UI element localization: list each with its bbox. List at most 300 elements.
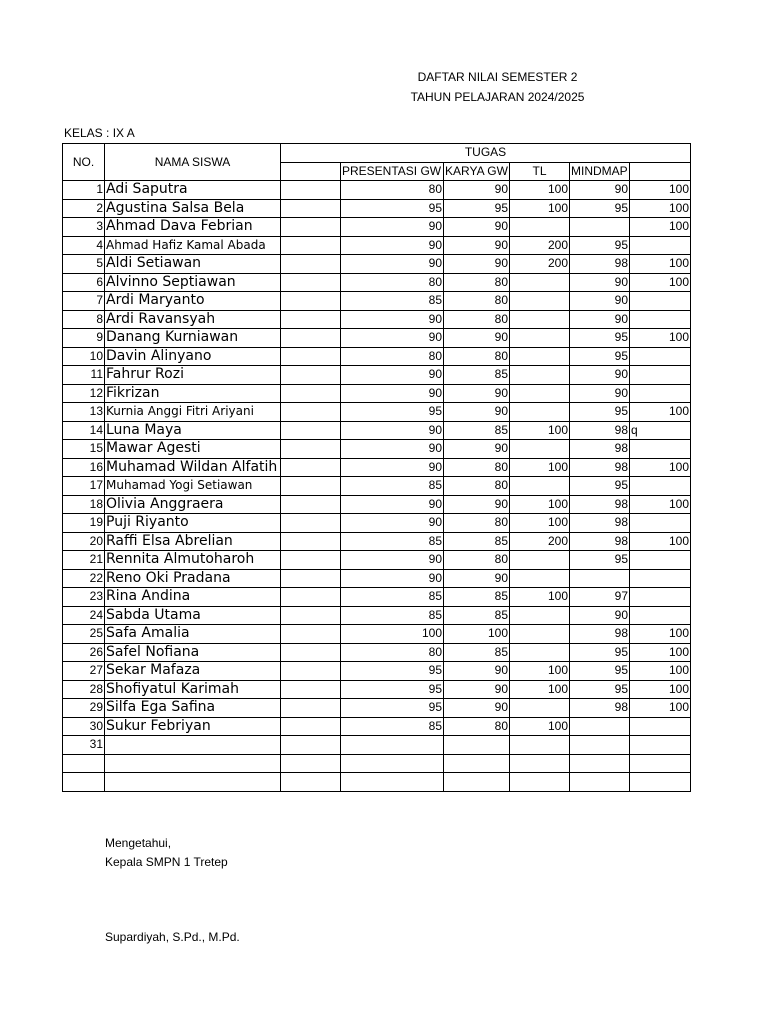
cell-no: 8	[63, 310, 105, 329]
cell-name: Puji Riyanto	[105, 514, 281, 533]
cell-blank	[281, 643, 341, 662]
cell-blank	[281, 588, 341, 607]
cell-extra: 100	[630, 662, 691, 681]
cell-blank	[281, 403, 341, 422]
cell-presentasi-gw: 80	[341, 273, 444, 292]
cell-no: 18	[63, 495, 105, 514]
cell-name: Safel Nofiana	[105, 643, 281, 662]
cell-extra: 100	[630, 643, 691, 662]
cell-name	[105, 736, 281, 755]
cell-blank	[281, 366, 341, 385]
cell-mindmap: 95	[570, 662, 630, 681]
cell-blank	[281, 384, 341, 403]
cell-blank	[281, 736, 341, 755]
cell-blank	[281, 773, 341, 792]
cell-no: 7	[63, 292, 105, 311]
cell-presentasi-gw: 85	[341, 606, 444, 625]
cell-tl	[510, 440, 570, 459]
cell-no: 1	[63, 181, 105, 200]
table-row	[63, 551, 691, 570]
cell-extra	[630, 588, 691, 607]
cell-tl	[510, 384, 570, 403]
cell-tl	[510, 403, 570, 422]
cell-name: Agustina Salsa Bela	[105, 199, 281, 218]
cell-karya-gw: 80	[444, 273, 510, 292]
cell-mindmap: 98	[570, 440, 630, 459]
cell-extra: 100	[630, 532, 691, 551]
cell-presentasi-gw: 95	[341, 699, 444, 718]
cell-presentasi-gw: 80	[341, 181, 444, 200]
cell-name: Silfa Ega Safina	[105, 699, 281, 718]
cell-karya-gw: 90	[444, 255, 510, 274]
cell-name: Muhamad Wildan Alfatih	[105, 458, 281, 477]
cell-extra	[630, 236, 691, 255]
cell-extra	[630, 384, 691, 403]
cell-karya-gw: 90	[444, 329, 510, 348]
cell-mindmap: 98	[570, 532, 630, 551]
cell-mindmap: 95	[570, 199, 630, 218]
cell-no: 31	[63, 736, 105, 755]
cell-karya-gw: 80	[444, 477, 510, 496]
table-row	[63, 366, 691, 385]
cell-tl	[510, 366, 570, 385]
cell-no: 28	[63, 680, 105, 699]
cell-blank	[281, 199, 341, 218]
cell-presentasi-gw: 90	[341, 329, 444, 348]
cell-no: 21	[63, 551, 105, 570]
cell-name: Raffi Elsa Abrelian	[105, 532, 281, 551]
cell-presentasi-gw: 80	[341, 347, 444, 366]
cell-name: Ardi Ravansyah	[105, 310, 281, 329]
cell-karya-gw: 85	[444, 606, 510, 625]
cell-presentasi-gw: 90	[341, 551, 444, 570]
cell-presentasi-gw: 90	[341, 458, 444, 477]
footer-signatory: Supardiyah, S.Pd., M.Pd.	[105, 930, 240, 944]
cell-stray-mark: q	[631, 422, 638, 437]
cell-mindmap: 98	[570, 255, 630, 274]
cell-extra: 100	[630, 218, 691, 237]
document-title: DAFTAR NILAI SEMESTER 2	[417, 70, 578, 84]
table-row	[63, 255, 691, 274]
cell-extra: 100	[630, 199, 691, 218]
cell-mindmap: 95	[570, 403, 630, 422]
table-row	[63, 384, 691, 403]
cell-presentasi-gw: 85	[341, 477, 444, 496]
cell-karya-gw: 80	[444, 717, 510, 736]
cell-blank	[281, 181, 341, 200]
cell-presentasi-gw: 90	[341, 514, 444, 533]
cell-extra	[630, 717, 691, 736]
table-row	[63, 569, 691, 588]
col-header-no: NO.	[63, 144, 105, 181]
cell-blank	[281, 236, 341, 255]
cell-presentasi-gw: 100	[341, 625, 444, 644]
cell-mindmap: 98	[570, 514, 630, 533]
cell-extra: 100	[630, 181, 691, 200]
cell-blank	[281, 329, 341, 348]
cell-presentasi-gw: 80	[341, 643, 444, 662]
document-subtitle: TAHUN PELAJARAN 2024/2025	[410, 90, 585, 104]
cell-karya-gw: 80	[444, 458, 510, 477]
cell-name: Sekar Mafaza	[105, 662, 281, 681]
cell-name: Muhamad Yogi Setiawan	[105, 477, 281, 496]
table-row	[63, 699, 691, 718]
cell-tl	[510, 551, 570, 570]
cell-no: 3	[63, 218, 105, 237]
cell-no: 30	[63, 717, 105, 736]
cell-presentasi-gw: 90	[341, 310, 444, 329]
cell-mindmap: 95	[570, 236, 630, 255]
cell-tl: 100	[510, 514, 570, 533]
cell-karya-gw: 85	[444, 588, 510, 607]
cell-karya-gw: 90	[444, 680, 510, 699]
cell-extra	[630, 514, 691, 533]
cell-karya-gw: 85	[444, 643, 510, 662]
cell-blank	[281, 680, 341, 699]
cell-tl	[510, 273, 570, 292]
cell-no: 25	[63, 625, 105, 644]
cell-name: Danang Kurniawan	[105, 329, 281, 348]
cell-tl	[510, 736, 570, 755]
table-row	[63, 643, 691, 662]
cell-no: 10	[63, 347, 105, 366]
cell-mindmap: 90	[570, 384, 630, 403]
cell-extra: 100	[630, 495, 691, 514]
cell-tl: 100	[510, 588, 570, 607]
cell-no: 15	[63, 440, 105, 459]
cell-no: 23	[63, 588, 105, 607]
cell-extra: 100	[630, 329, 691, 348]
cell-name: Rina Andina	[105, 588, 281, 607]
cell-no: 9	[63, 329, 105, 348]
cell-mindmap: 98	[570, 495, 630, 514]
table-row	[63, 773, 691, 792]
cell-presentasi-gw: 90	[341, 366, 444, 385]
cell-karya-gw: 80	[444, 551, 510, 570]
cell-tl	[510, 292, 570, 311]
cell-blank	[281, 255, 341, 274]
cell-presentasi-gw: 85	[341, 588, 444, 607]
cell-extra	[630, 606, 691, 625]
header-row-1	[63, 144, 691, 163]
cell-mindmap: 90	[570, 181, 630, 200]
cell-extra	[630, 440, 691, 459]
table-row	[63, 532, 691, 551]
cell-mindmap: 95	[570, 477, 630, 496]
cell-tl	[510, 218, 570, 237]
cell-mindmap: 95	[570, 329, 630, 348]
cell-presentasi-gw	[341, 773, 444, 792]
cell-extra: 100	[630, 273, 691, 292]
cell-presentasi-gw: 95	[341, 680, 444, 699]
cell-karya-gw: 80	[444, 514, 510, 533]
cell-extra	[630, 366, 691, 385]
cell-blank	[281, 273, 341, 292]
cell-mindmap	[570, 736, 630, 755]
table-row	[63, 458, 691, 477]
cell-extra	[630, 292, 691, 311]
table-row	[63, 273, 691, 292]
cell-presentasi-gw: 90	[341, 421, 444, 440]
cell-mindmap: 90	[570, 310, 630, 329]
cell-tl: 100	[510, 495, 570, 514]
cell-karya-gw: 85	[444, 532, 510, 551]
cell-presentasi-gw: 90	[341, 569, 444, 588]
cell-karya-gw: 90	[444, 662, 510, 681]
cell-name: Shofiyatul Karimah	[105, 680, 281, 699]
cell-no: 11	[63, 366, 105, 385]
cell-mindmap: 95	[570, 680, 630, 699]
cell-tl: 100	[510, 680, 570, 699]
cell-presentasi-gw: 85	[341, 292, 444, 311]
cell-tl	[510, 643, 570, 662]
cell-presentasi-gw: 90	[341, 384, 444, 403]
cell-name: Sukur Febriyan	[105, 717, 281, 736]
cell-name: Alvinno Septiawan	[105, 273, 281, 292]
cell-karya-gw: 90	[444, 181, 510, 200]
cell-karya-gw	[444, 736, 510, 755]
cell-tl	[510, 477, 570, 496]
cell-name: Reno Oki Pradana	[105, 569, 281, 588]
cell-blank	[281, 532, 341, 551]
grades-table	[62, 143, 691, 792]
cell-karya-gw: 85	[444, 366, 510, 385]
cell-blank	[281, 606, 341, 625]
table-row	[63, 310, 691, 329]
cell-mindmap: 90	[570, 606, 630, 625]
cell-no: 27	[63, 662, 105, 681]
cell-no: 2	[63, 199, 105, 218]
cell-karya-gw: 100	[444, 625, 510, 644]
cell-name: Ahmad Hafiz Kamal Abada	[105, 236, 281, 255]
cell-mindmap	[570, 754, 630, 773]
cell-name: Kurnia Anggi Fitri Ariyani	[105, 403, 281, 422]
table-row	[63, 292, 691, 311]
cell-presentasi-gw: 90	[341, 218, 444, 237]
cell-tl: 100	[510, 199, 570, 218]
cell-mindmap: 98	[570, 699, 630, 718]
table-row	[63, 347, 691, 366]
cell-tl: 200	[510, 255, 570, 274]
cell-name: Aldi Setiawan	[105, 255, 281, 274]
table-row	[63, 218, 691, 237]
cell-extra	[630, 421, 691, 440]
cell-name: Ahmad Dava Febrian	[105, 218, 281, 237]
cell-blank	[281, 347, 341, 366]
table-row	[63, 329, 691, 348]
cell-mindmap: 95	[570, 347, 630, 366]
cell-extra	[630, 310, 691, 329]
cell-karya-gw: 90	[444, 569, 510, 588]
table-row	[63, 680, 691, 699]
cell-tl	[510, 625, 570, 644]
cell-blank	[281, 662, 341, 681]
cell-mindmap	[570, 569, 630, 588]
cell-tl: 100	[510, 181, 570, 200]
cell-extra	[630, 773, 691, 792]
cell-no: 14	[63, 421, 105, 440]
cell-presentasi-gw: 90	[341, 440, 444, 459]
cell-name	[105, 773, 281, 792]
cell-name: Safa Amalia	[105, 625, 281, 644]
cell-presentasi-gw: 95	[341, 662, 444, 681]
cell-extra: 100	[630, 699, 691, 718]
cell-blank	[281, 458, 341, 477]
table-row	[63, 495, 691, 514]
class-label: KELAS : IX A	[64, 126, 135, 140]
cell-no: 26	[63, 643, 105, 662]
cell-tl: 100	[510, 458, 570, 477]
cell-blank	[281, 551, 341, 570]
subheader-presentasi-gw: PRESENTASI GW	[341, 162, 444, 181]
cell-tl	[510, 773, 570, 792]
table-row	[63, 588, 691, 607]
cell-presentasi-gw	[341, 754, 444, 773]
cell-karya-gw: 90	[444, 384, 510, 403]
cell-name: Mawar Agesti	[105, 440, 281, 459]
col-header-tugas: TUGAS	[281, 144, 691, 163]
cell-karya-gw: 80	[444, 347, 510, 366]
cell-extra: 100	[630, 255, 691, 274]
cell-blank	[281, 495, 341, 514]
cell-karya-gw: 90	[444, 699, 510, 718]
cell-no: 17	[63, 477, 105, 496]
cell-tl: 100	[510, 717, 570, 736]
table-row	[63, 421, 691, 440]
cell-name: Fikrizan	[105, 384, 281, 403]
footer-principal-title: Kepala SMPN 1 Tretep	[105, 855, 228, 869]
cell-no: 16	[63, 458, 105, 477]
cell-mindmap: 98	[570, 458, 630, 477]
cell-presentasi-gw: 90	[341, 495, 444, 514]
cell-blank	[281, 754, 341, 773]
cell-name: Luna Maya	[105, 421, 281, 440]
cell-name: Sabda Utama	[105, 606, 281, 625]
cell-karya-gw: 80	[444, 292, 510, 311]
cell-extra	[630, 477, 691, 496]
cell-blank	[281, 421, 341, 440]
cell-name: Davin Alinyano	[105, 347, 281, 366]
cell-blank	[281, 292, 341, 311]
cell-tl	[510, 310, 570, 329]
cell-no: 19	[63, 514, 105, 533]
cell-extra: 100	[630, 680, 691, 699]
table-row	[63, 625, 691, 644]
col-header-name: NAMA SISWA	[105, 144, 281, 181]
cell-mindmap	[570, 218, 630, 237]
cell-no: 4	[63, 236, 105, 255]
cell-tl: 100	[510, 421, 570, 440]
cell-name: Fahrur Rozi	[105, 366, 281, 385]
cell-mindmap: 95	[570, 551, 630, 570]
cell-extra	[630, 754, 691, 773]
cell-blank	[281, 569, 341, 588]
table-row	[63, 181, 691, 200]
cell-mindmap: 90	[570, 366, 630, 385]
cell-mindmap	[570, 717, 630, 736]
cell-extra	[630, 551, 691, 570]
cell-blank	[281, 477, 341, 496]
cell-mindmap: 98	[570, 421, 630, 440]
cell-mindmap: 90	[570, 273, 630, 292]
cell-extra: 100	[630, 403, 691, 422]
cell-name	[105, 754, 281, 773]
cell-presentasi-gw: 95	[341, 199, 444, 218]
cell-no	[63, 773, 105, 792]
cell-no: 12	[63, 384, 105, 403]
cell-karya-gw: 80	[444, 310, 510, 329]
cell-karya-gw	[444, 773, 510, 792]
cell-blank	[281, 218, 341, 237]
cell-no: 24	[63, 606, 105, 625]
cell-karya-gw: 90	[444, 236, 510, 255]
cell-blank	[281, 440, 341, 459]
subheader-extra	[630, 162, 691, 181]
cell-presentasi-gw: 90	[341, 255, 444, 274]
cell-karya-gw: 95	[444, 199, 510, 218]
cell-karya-gw: 90	[444, 440, 510, 459]
cell-name: Rennita Almutoharoh	[105, 551, 281, 570]
cell-blank	[281, 699, 341, 718]
footer-acknowledge: Mengetahui,	[105, 836, 172, 850]
cell-tl	[510, 347, 570, 366]
cell-blank	[281, 310, 341, 329]
cell-presentasi-gw: 95	[341, 403, 444, 422]
cell-presentasi-gw: 85	[341, 717, 444, 736]
cell-extra: 100	[630, 625, 691, 644]
cell-tl: 200	[510, 532, 570, 551]
table-row	[63, 514, 691, 533]
cell-blank	[281, 717, 341, 736]
cell-presentasi-gw	[341, 736, 444, 755]
cell-mindmap: 90	[570, 292, 630, 311]
cell-no: 20	[63, 532, 105, 551]
subheader-mindmap: MINDMAP	[570, 162, 630, 181]
cell-tl	[510, 754, 570, 773]
table-row	[63, 477, 691, 496]
table-row	[63, 236, 691, 255]
cell-no: 29	[63, 699, 105, 718]
subheader-tl: TL	[510, 162, 570, 181]
cell-blank	[281, 514, 341, 533]
cell-karya-gw: 90	[444, 403, 510, 422]
cell-mindmap: 97	[570, 588, 630, 607]
subheader-blank	[281, 162, 341, 181]
cell-extra: 100	[630, 458, 691, 477]
table-row	[63, 717, 691, 736]
cell-tl	[510, 606, 570, 625]
table-row	[63, 754, 691, 773]
cell-tl: 200	[510, 236, 570, 255]
cell-name: Ardi Maryanto	[105, 292, 281, 311]
cell-tl	[510, 569, 570, 588]
table-row	[63, 403, 691, 422]
cell-tl: 100	[510, 662, 570, 681]
cell-extra	[630, 736, 691, 755]
cell-blank	[281, 625, 341, 644]
cell-name: Olivia Anggraera	[105, 495, 281, 514]
cell-presentasi-gw: 85	[341, 532, 444, 551]
cell-karya-gw: 85	[444, 421, 510, 440]
table-row	[63, 440, 691, 459]
cell-karya-gw	[444, 754, 510, 773]
cell-no: 22	[63, 569, 105, 588]
cell-tl	[510, 329, 570, 348]
cell-no	[63, 754, 105, 773]
cell-no: 6	[63, 273, 105, 292]
cell-name: Adi Saputra	[105, 181, 281, 200]
table-row	[63, 199, 691, 218]
